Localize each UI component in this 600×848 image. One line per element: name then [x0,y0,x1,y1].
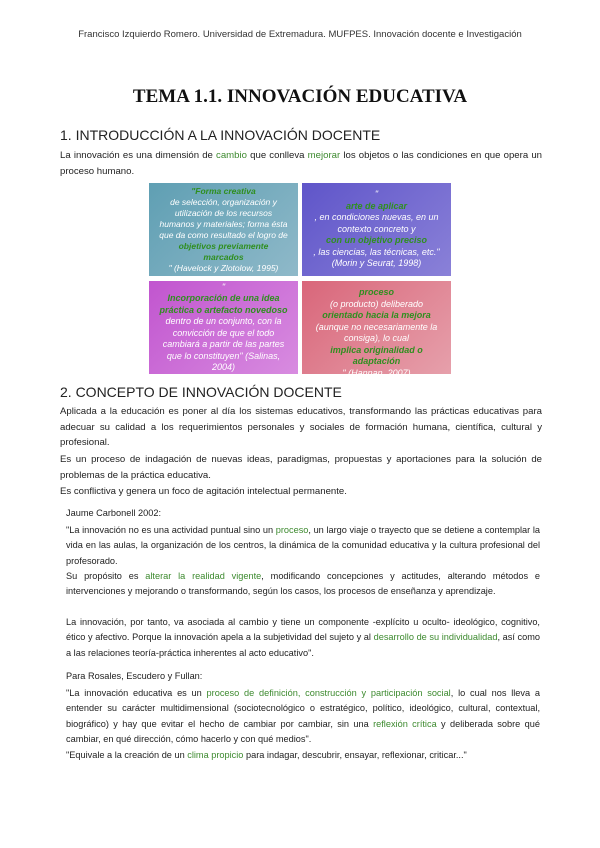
carbonell-quote-p2: Su propósito es alterar la realidad vigente, modificando concepciones y actitudes, alterando métodos e intervenciones y mejorando o transformando, según los casos, los procesos de enseñanza y aprendizaje. [66,571,540,597]
section2-paragraph-3: Es conflictiva y genera un foco de agitación intelectual permanente. [60,486,347,497]
carbonell-quote-author: Jaume Carbonell 2002: [66,508,161,518]
definition-box-hannan: " proceso (o producto) deliberado orientado hacia la mejora (aunque no necesariamente la consiga), lo cual implica originalidad o adaptación " (Hannan, 2007) [302,281,451,374]
section1-heading: 1. INTRODUCCIÓN A LA INNOVACIÓN DOCENTE [60,127,381,143]
rosales-quote-author: Para Rosales, Escudero y Fullan: [66,671,203,681]
section2-paragraph-1: Aplicada a la educación es poner al día los sistemas educativos, transformando las prácticas educativas para adecuar su calidad a los requerimientos personales y sociales de formación humana, científica, cultural y profesional. [60,406,542,448]
definition-box-havelock: "Forma creativa de selección, organización y utilización de los recursos humanos y materiales; forma ésta que da como resultado el logro de objetivos previamente marcados " (Havelock y Zlotolow, 1995) [149,183,298,276]
rosales-quote-p2: "Equivale a la creación de un clima propicio para indagar, descubrir, ensayar, reflexionar, criticar..." [66,750,467,760]
section2-heading: 2. CONCEPTO DE INNOVACIÓN DOCENTE [60,384,342,400]
page-header: Francisco Izquierdo Romero. Universidad de Extremadura. MUFPES. Innovación docente e Investigación [78,29,522,40]
definition-box-morin: " arte de aplicar , en condiciones nuevas, en un contexto concreto y con un objetivo preciso , las ciencias, las técnicas, etc." (Morin y Seurat, 1998) [302,183,451,276]
carbonell-quote-p1: "La innovación no es una actividad puntual sino un proceso, un largo viaje o trayecto que se detiene a contemplar la vida en las aulas, la organización de los centros, la dinámica de la comunidad educativa y la cultura profesional del profesorado. [66,525,540,566]
definition-box-salinas: " Incorporación de una idea práctica o artefacto novedoso dentro de un conjunto, con la convicción de que el todo cambiará a partir de las partes que lo constituyen" (Salinas, 2004) [149,281,298,374]
rosales-quote-p1: "La innovación educativa es un proceso de definición, construcción y participación social, lo cual nos lleva a entender su carácter multidimensional (sociotecnológico o estratégico, político, ideológico, cultural, contextual, biográfico) y hay que evitar el hecho de cambiar por cambiar, sin una reflexión crítica y deliberada sobre qué cambiar, en qué dirección, cómo hacerlo y con qué medios". [66,688,540,744]
carbonell-quote-p3: La innovación, por tanto, va asociada al cambio y tiene un componente -explícito u oculto- ideológico, cognitivo, ético y afectivo. Porque la innovación apela a la subjetividad del sujeto y al desarrollo de su individualidad, así como a las relaciones teoría-práctica inherentes al acto educativo". [66,617,540,658]
definitions-grid [149,183,451,378]
section2-paragraph-2: Es un proceso de indagación de nuevas ideas, paradigmas, propuestas y aportaciones para la solución de problemas de la práctica educativa. [60,454,542,481]
section1-paragraph: La innovación es una dimensión de cambio que conlleva mejorar los objetos o las condiciones en que opera un proceso humano. [60,150,542,177]
page-title: TEMA 1.1. INNOVACIÓN EDUCATIVA [132,86,468,107]
